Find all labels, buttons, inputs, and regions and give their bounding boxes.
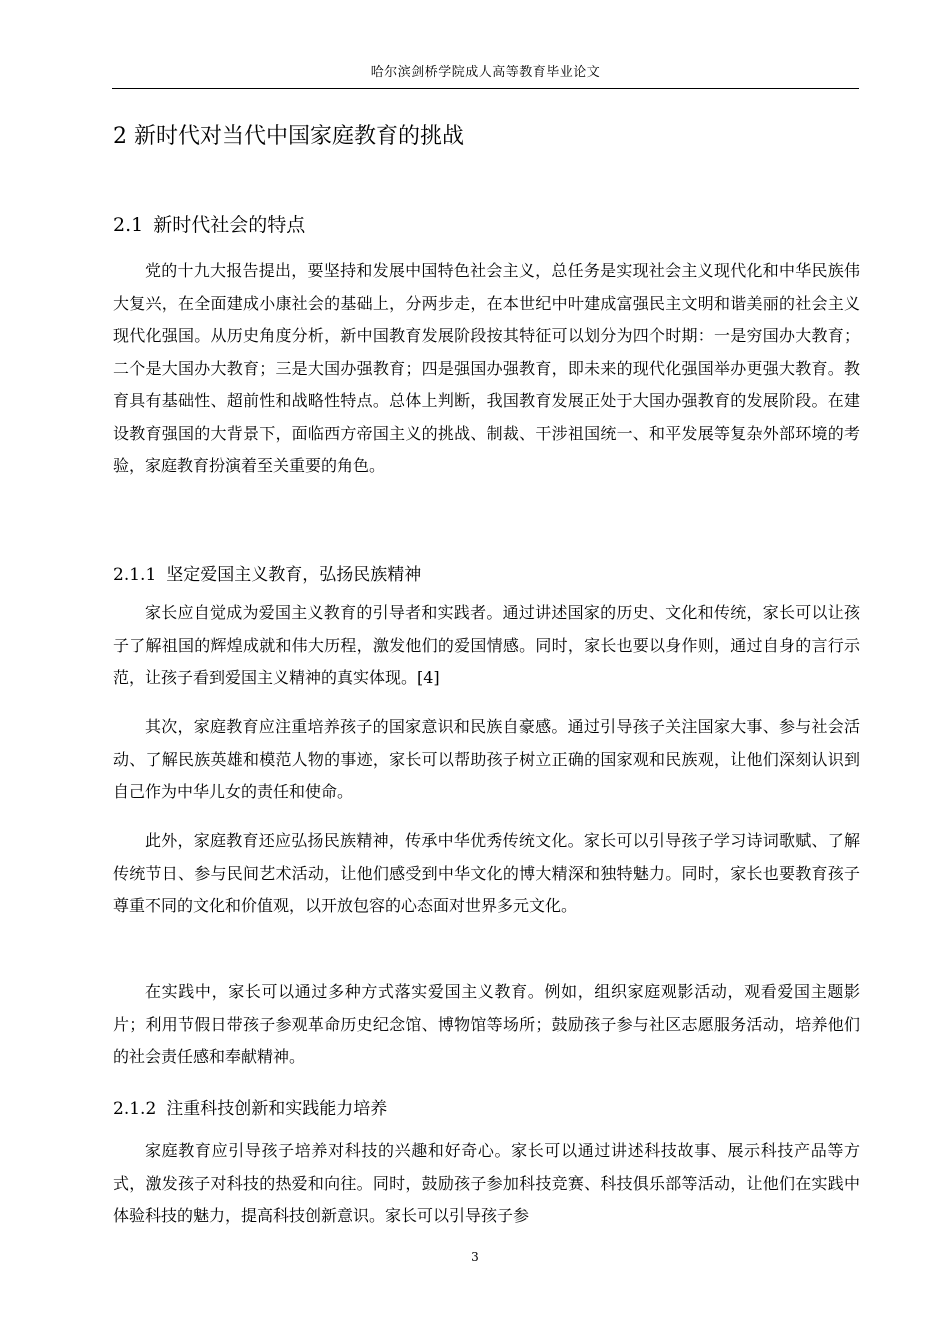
- section-2-1-1-title: 坚定爱国主义教育，弘扬民族精神: [166, 565, 422, 585]
- page-header: 哈尔滨剑桥学院成人高等教育毕业论文: [370, 65, 601, 80]
- section-2-1-2-heading: [113, 1096, 387, 1122]
- section-2-1-2-paragraph: 家庭教育应引导孩子培养对科技的兴趣和好奇心。家长可以通过讲述科技故事、展示科技产品等方式，激发孩子对科技的热爱和向往。同时，鼓励孩子参加科技竞赛、科技俱乐部等活动，让他们在实践中体验科技的魅力，提高科技创新意识。家长可以引导孩子参: [113, 1141, 860, 1225]
- section-2-1-title: 新时代社会的特点: [153, 214, 306, 236]
- section-2-1-1-paragraph-1: 家长应自觉成为爱国主义教育的引导者和实践者。通过讲述国家的历史、文化和传统，家长可以让孩子了解祖国的辉煌成就和伟大历程，激发他们的爱国情感。同时，家长也要以身作则，通过自身的言行示范，让孩子看到爱国主义精神的真实体现。[4]: [113, 603, 860, 687]
- section-2-1-1-paragraph-2: 其次，家庭教育应注重培养孩子的国家意识和民族自豪感。通过引导孩子关注国家大事、参与社会活动、了解民族英雄和模范人物的事迹，家长可以帮助孩子树立正确的国家观和民族观，让他们深刻认识到自己作为中华儿女的责任和使命。: [113, 717, 860, 801]
- section-2-1-2-number: 2.1.2: [113, 1099, 157, 1119]
- section-2-1-1-heading: [113, 562, 421, 588]
- chapter-title: 2 新时代对当代中国家庭教育的挑战: [113, 124, 464, 149]
- section-2-1-paragraph: 党的十九大报告提出，要坚持和发展中国特色社会主义，总任务是实现社会主义现代化和中华民族伟大复兴，在全面建成小康社会的基础上，分两步走，在本世纪中叶建成富强民主文明和谐美丽的社会主义现代化强国。从历史角度分析，新中国教育发展阶段按其特征可以划分为四个时期：一是穷国办大教育；二个是大国办大教育；三是大国办强教育；四是强国办强教育，即未来的现代化强国举办更强大教育。教育具有基础性、超前性和战略性特点。总体上判断，我国教育发展正处于大国办强教育的发展阶段。在建设教育强国的大背景下，面临西方帝国主义的挑战、制裁、干涉祖国统一、和平发展等复杂外部环境的考验，家庭教育扮演着至关重要的角色。: [113, 261, 860, 475]
- section-2-1-heading: [113, 211, 305, 239]
- section-2-1-1-number: 2.1.1: [113, 565, 157, 585]
- section-2-1-1-paragraph-4: 在实践中，家长可以通过多种方式落实爱国主义教育。例如，组织家庭观影活动，观看爱国主题影片；利用节假日带孩子参观革命历史纪念馆、博物馆等场所；鼓励孩子参与社区志愿服务活动，培养他们的社会责任感和奉献精神。: [113, 982, 860, 1066]
- header-rule: [112, 88, 859, 89]
- section-2-1-1-paragraph-3: 此外，家庭教育还应弘扬民族精神，传承中华优秀传统文化。家长可以引导孩子学习诗词歌赋、了解传统节日、参与民间艺术活动，让他们感受到中华文化的博大精深和独特魅力。同时，家长也要教育孩子尊重不同的文化和价值观，以开放包容的心态面对世界多元文化。: [113, 831, 860, 915]
- section-2-1-2-title: 注重科技创新和实践能力培养: [166, 1099, 388, 1119]
- section-2-1-number: 2.1: [113, 214, 144, 236]
- page-number: 3: [471, 1250, 479, 1264]
